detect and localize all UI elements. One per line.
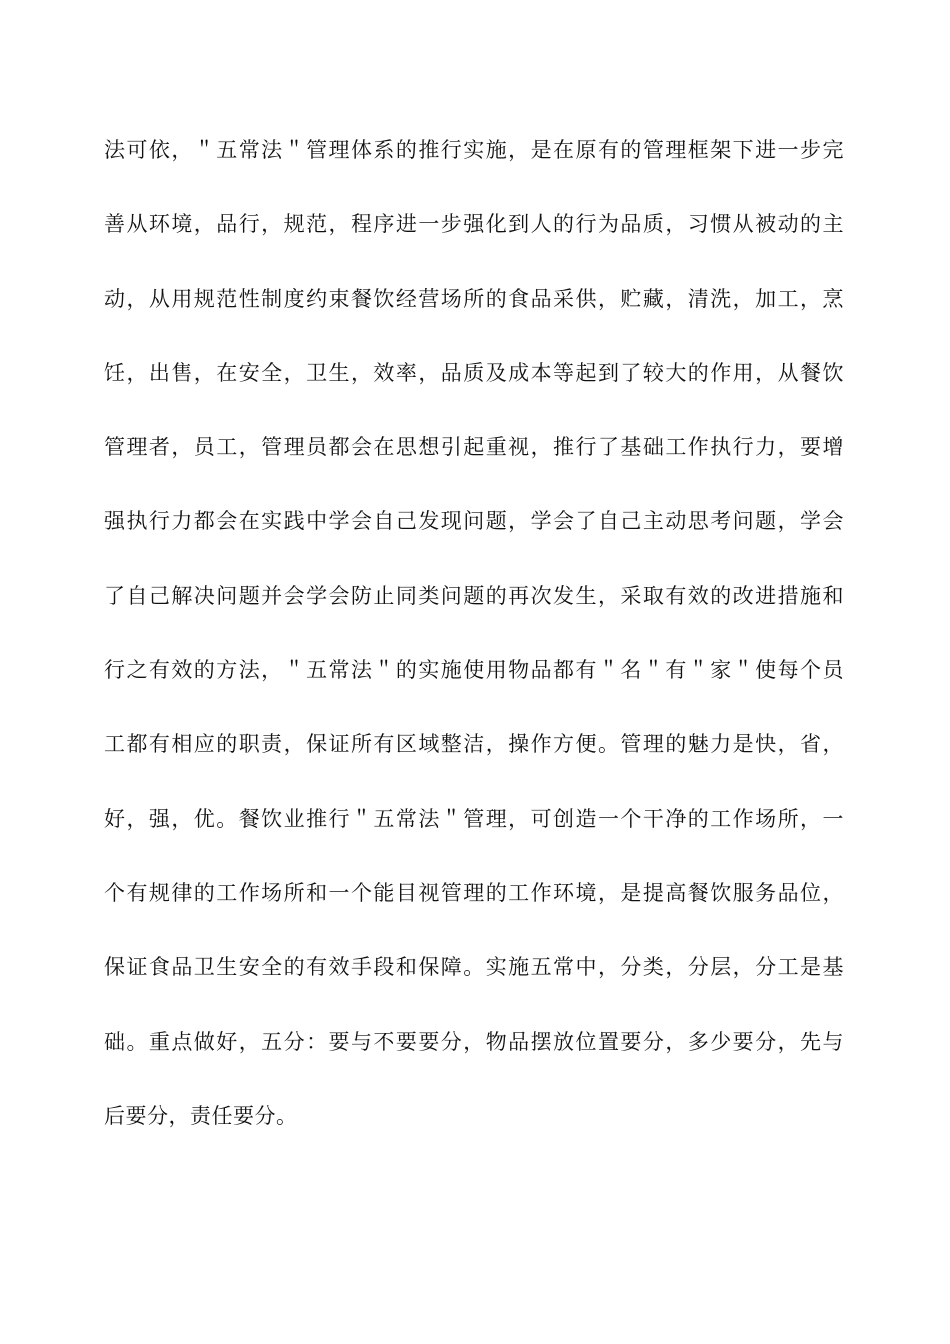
text-line: 工都有相应的职责，保证所有区域整洁，操作方便。管理的魅力是快，省， — [104, 732, 844, 757]
text-line: 动，从用规范性制度约束餐饮经营场所的食品采供，贮藏，清洗，加工，烹 — [104, 286, 844, 311]
text-line: 善从环境，品行，规范，程序进一步强化到人的行为品质，习惯从被动的主 — [104, 212, 844, 237]
text-line: 保证食品卫生安全的有效手段和保障。实施五常中，分类，分层，分工是基 — [104, 955, 844, 980]
text-line: 了自己解决问题并会学会防止同类问题的再次发生，采取有效的改进措施和 — [104, 583, 844, 608]
text-line-last: 后要分，责任要分。 — [104, 1103, 298, 1128]
text-line: 法可依，＂五常法＂管理体系的推行实施，是在原有的管理框架下进一步完 — [104, 138, 844, 162]
text-line: 个有规律的工作场所和一个能目视管理的工作环境，是提高餐饮服务品位， — [104, 880, 844, 905]
text-line: 强执行力都会在实践中学会自己发现问题，学会了自己主动思考问题，学会 — [104, 509, 844, 534]
text-line: 础。重点做好，五分：要与不要要分，物品摆放位置要分，多少要分，先与 — [104, 1029, 844, 1054]
text-line: 饪，出售，在安全，卫生，效率，品质及成本等起到了较大的作用，从餐饮 — [104, 360, 844, 385]
text-line: 好，强，优。餐饮业推行＂五常法＂管理，可创造一个干净的工作场所，一 — [104, 806, 844, 831]
text-line: 行之有效的方法，＂五常法＂的实施使用物品都有＂名＂有＂家＂使每个员 — [104, 658, 844, 683]
body-paragraph — [104, 130, 844, 1170]
text-line: 管理者，员工，管理员都会在思想引起重视，推行了基础工作执行力，要增 — [104, 435, 844, 460]
